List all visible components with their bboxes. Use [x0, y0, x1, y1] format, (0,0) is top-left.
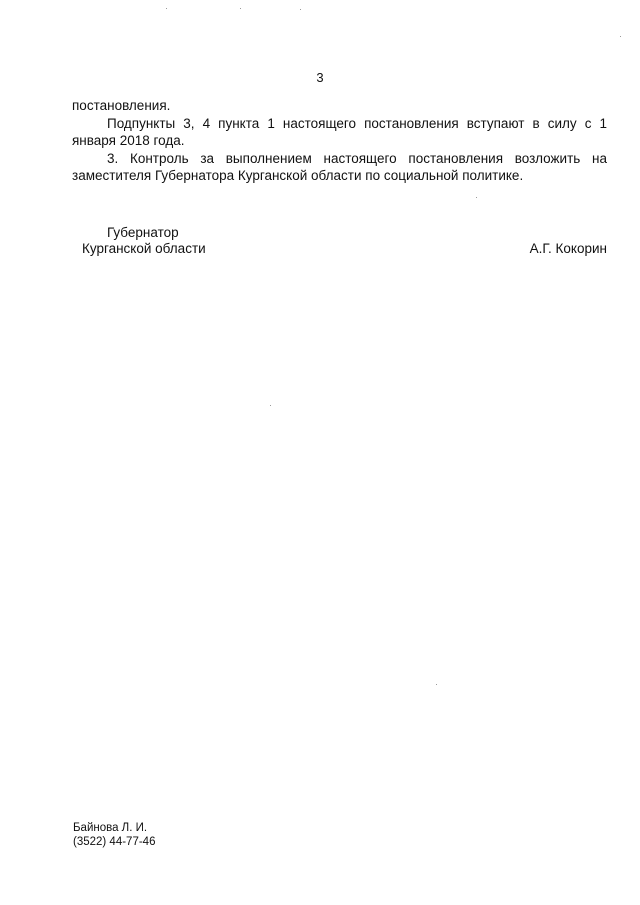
paragraph-control: 3. Контроль за выполнением настоящего постановления возложить на заместителя Губернатора Курганской области по социальной политике.	[72, 150, 607, 183]
executor-block	[73, 821, 155, 849]
executor-name: Байнова Л. И.	[73, 822, 148, 834]
page-number: 3	[316, 70, 324, 85]
scan-speck	[240, 8, 241, 9]
scan-speck	[436, 684, 437, 685]
executor-phone: (3522) 44-77-46	[73, 836, 156, 848]
signatory-title-line-2: Курганской области	[82, 241, 206, 256]
paragraph-continuation: постановления.	[72, 98, 171, 113]
scan-speck	[300, 9, 301, 10]
paragraph-effective-date: Подпункты 3, 4 пункта 1 настоящего постановления вступают в силу с 1 января 2018 года.	[72, 115, 607, 148]
document-body	[72, 97, 607, 185]
scan-speck	[270, 405, 271, 406]
scan-speck	[166, 8, 167, 9]
signatory-name: А.Г. Кокорин	[529, 241, 607, 256]
scan-speck	[476, 197, 477, 198]
signatory-title-line-1: Губернатор	[107, 225, 179, 240]
scan-speck	[620, 36, 621, 37]
